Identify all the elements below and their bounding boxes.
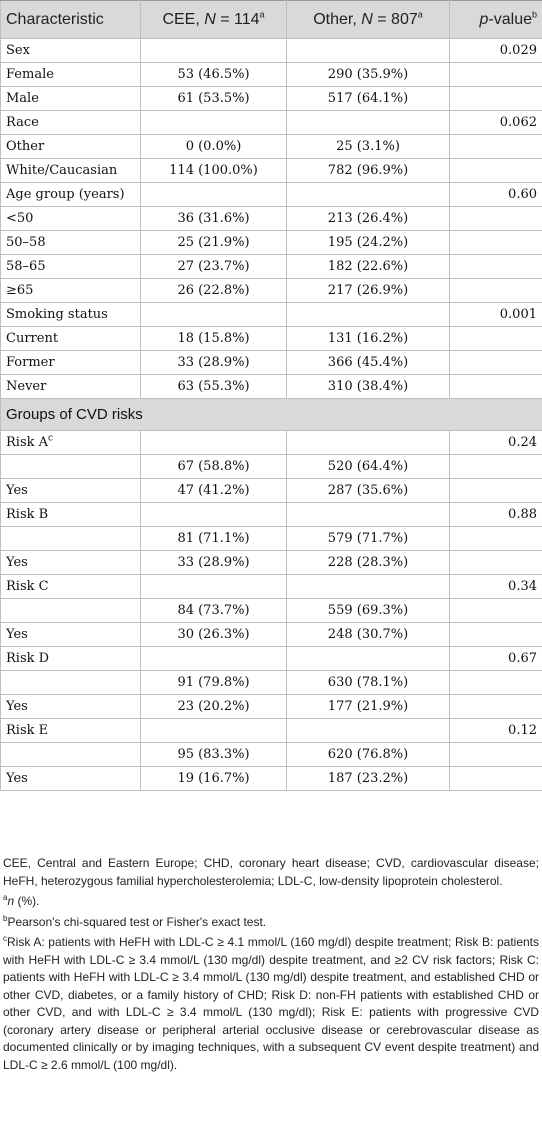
cell-p-value bbox=[450, 375, 542, 399]
row-label bbox=[1, 183, 141, 207]
table-row bbox=[1, 575, 542, 599]
footnote-a-text: n (%). bbox=[7, 894, 40, 908]
row-label bbox=[1, 255, 141, 279]
row-label bbox=[1, 695, 141, 719]
section-header-row bbox=[1, 399, 542, 431]
row-label-text: Former bbox=[6, 355, 55, 370]
cell-p-value bbox=[450, 135, 542, 159]
table-row bbox=[1, 39, 542, 63]
cell-cee: 53 (46.5%) bbox=[141, 63, 287, 87]
cell-p-value bbox=[450, 159, 542, 183]
row-label-text: Age group (years) bbox=[6, 187, 125, 202]
table-row bbox=[1, 551, 542, 575]
cell-p-value: 0.062 bbox=[450, 111, 542, 135]
table-row bbox=[1, 63, 542, 87]
row-label bbox=[1, 527, 141, 551]
row-label-text: Female bbox=[6, 67, 54, 82]
cell-cee: 18 (15.8%) bbox=[141, 327, 287, 351]
cell-other: 217 (26.9%) bbox=[287, 279, 450, 303]
table-row bbox=[1, 375, 542, 399]
row-label bbox=[1, 63, 141, 87]
table-row bbox=[1, 87, 542, 111]
table-row bbox=[1, 743, 542, 767]
cell-other: 187 (23.2%) bbox=[287, 767, 450, 791]
cell-cee bbox=[141, 111, 287, 135]
cell-other bbox=[287, 647, 450, 671]
row-label-text: Sex bbox=[6, 43, 30, 58]
cell-cee: 114 (100.0%) bbox=[141, 159, 287, 183]
cell-other: 520 (64.4%) bbox=[287, 455, 450, 479]
row-label-text: <50 bbox=[6, 211, 34, 226]
table-row bbox=[1, 111, 542, 135]
cell-other: 287 (35.6%) bbox=[287, 479, 450, 503]
cell-cee bbox=[141, 39, 287, 63]
table-row bbox=[1, 207, 542, 231]
cell-other bbox=[287, 111, 450, 135]
section-title: Groups of CVD risks bbox=[1, 399, 542, 431]
cell-p-value: 0.029 bbox=[450, 39, 542, 63]
row-label bbox=[1, 351, 141, 375]
cell-p-value bbox=[450, 695, 542, 719]
cell-p-value bbox=[450, 743, 542, 767]
cell-other bbox=[287, 575, 450, 599]
row-label bbox=[1, 719, 141, 743]
cell-other: 228 (28.3%) bbox=[287, 551, 450, 575]
row-label-text: White/Caucasian bbox=[6, 163, 118, 178]
cell-p-value: 0.12 bbox=[450, 719, 542, 743]
row-label bbox=[1, 111, 141, 135]
row-label bbox=[1, 135, 141, 159]
cell-other: 630 (78.1%) bbox=[287, 671, 450, 695]
cell-cee: 25 (21.9%) bbox=[141, 231, 287, 255]
row-label bbox=[1, 455, 141, 479]
row-label-text: Current bbox=[6, 331, 59, 346]
table-row bbox=[1, 327, 542, 351]
row-label-text: Yes bbox=[6, 483, 28, 498]
cell-other: 131 (16.2%) bbox=[287, 327, 450, 351]
table-row bbox=[1, 183, 542, 207]
cell-cee: 33 (28.9%) bbox=[141, 551, 287, 575]
cell-other: 517 (64.1%) bbox=[287, 87, 450, 111]
row-label bbox=[1, 159, 141, 183]
cell-cee: 67 (58.8%) bbox=[141, 455, 287, 479]
cell-p-value bbox=[450, 207, 542, 231]
cell-p-value: 0.60 bbox=[450, 183, 542, 207]
header-cee-sup: a bbox=[259, 9, 265, 20]
cell-cee: 0 (0.0%) bbox=[141, 135, 287, 159]
table-row bbox=[1, 599, 542, 623]
cell-p-value bbox=[450, 279, 542, 303]
cell-cee: 95 (83.3%) bbox=[141, 743, 287, 767]
row-label bbox=[1, 279, 141, 303]
cell-other: 177 (21.9%) bbox=[287, 695, 450, 719]
cell-other bbox=[287, 503, 450, 527]
row-label bbox=[1, 479, 141, 503]
table-row bbox=[1, 719, 542, 743]
row-label bbox=[1, 623, 141, 647]
cell-other bbox=[287, 431, 450, 455]
cell-cee bbox=[141, 719, 287, 743]
cell-p-value bbox=[450, 551, 542, 575]
footnote-b-mark: b bbox=[3, 913, 8, 923]
cell-other: 782 (96.9%) bbox=[287, 159, 450, 183]
italic-symbol: N bbox=[361, 10, 373, 28]
italic-symbol: N bbox=[204, 10, 216, 28]
cell-cee: 47 (41.2%) bbox=[141, 479, 287, 503]
cell-cee: 84 (73.7%) bbox=[141, 599, 287, 623]
footnote-abbreviations: CEE, Central and Eastern Europe; CHD, coronary heart disease; CVD, cardiovascular disease; HeFH, heterozygous familial hypercholesterolemia; LDL-C, low-density lipoprotein cholesterol. bbox=[3, 856, 539, 888]
row-label-text: Other bbox=[6, 139, 45, 154]
cell-cee: 36 (31.6%) bbox=[141, 207, 287, 231]
row-label-text: Yes bbox=[6, 771, 28, 786]
header-other bbox=[287, 1, 450, 39]
table-row bbox=[1, 255, 542, 279]
row-label-text: Smoking status bbox=[6, 307, 108, 322]
row-label bbox=[1, 39, 141, 63]
cell-cee: 19 (16.7%) bbox=[141, 767, 287, 791]
header-p-text: p-value bbox=[479, 10, 532, 28]
cell-other: 579 (71.7%) bbox=[287, 527, 450, 551]
row-label-text: Risk D bbox=[6, 651, 50, 666]
row-label-text: 58–65 bbox=[6, 259, 46, 274]
cell-p-value: 0.001 bbox=[450, 303, 542, 327]
cell-other: 25 (3.1%) bbox=[287, 135, 450, 159]
footnote-c-mark: c bbox=[3, 934, 7, 943]
row-label bbox=[1, 647, 141, 671]
footnote-c bbox=[3, 934, 539, 1074]
cell-other: 248 (30.7%) bbox=[287, 623, 450, 647]
row-label-sup: c bbox=[48, 433, 54, 444]
cell-other: 195 (24.2%) bbox=[287, 231, 450, 255]
row-label-text: Yes bbox=[6, 555, 28, 570]
table-row bbox=[1, 767, 542, 791]
cell-p-value bbox=[450, 255, 542, 279]
row-label bbox=[1, 303, 141, 327]
cell-cee bbox=[141, 575, 287, 599]
row-label-text: Risk A bbox=[6, 435, 49, 450]
header-other-text: Other, N = 807 bbox=[313, 10, 418, 28]
table-footnotes bbox=[3, 855, 539, 1077]
cell-cee: 91 (79.8%) bbox=[141, 671, 287, 695]
footnote-c-text: Risk A: patients with HeFH with LDL-C ≥ 4.1 mmol/L (160 mg/dl) despite treatment; Risk B: patients with HeFH with LDL-C ≥ 3.4 mmol/L (130 mg/dl) despite treatment, and ≥2 CV risk factors; Risk C: patients with HeFH with LDL-C ≥ 3.4 mmol/L (130 mg/dl) despite treatment, and established CHD or other CVD, diabetes, or a family history of CHD; Risk D: non-FH patients with established CHD or other CVD, and with LDL-C ≥ 3.4 mmol/L (130 mg/dl); Risk E: patients with progressive CVD (coronary artery disease or peripheral arterial occlusive disease or cerebrovascular disease as documented clinically or by imaging techniques, with a subsequent CV event despite treatment) and LDL-C ≥ 2.6 mmol/L (100 mg/dl). bbox=[3, 935, 539, 1072]
table-row bbox=[1, 503, 542, 527]
cell-p-value bbox=[450, 327, 542, 351]
table-row bbox=[1, 695, 542, 719]
table-body bbox=[1, 39, 542, 791]
row-label-text: Male bbox=[6, 91, 39, 106]
row-label bbox=[1, 431, 141, 455]
row-label bbox=[1, 599, 141, 623]
cell-p-value: 0.34 bbox=[450, 575, 542, 599]
table-row bbox=[1, 647, 542, 671]
cell-p-value bbox=[450, 351, 542, 375]
header-other-sup: a bbox=[417, 9, 423, 20]
cell-p-value bbox=[450, 479, 542, 503]
cell-p-value: 0.88 bbox=[450, 503, 542, 527]
table-row bbox=[1, 671, 542, 695]
row-label-text: Risk C bbox=[6, 579, 49, 594]
header-p-sup: b bbox=[531, 9, 537, 20]
cell-cee bbox=[141, 431, 287, 455]
cell-p-value bbox=[450, 63, 542, 87]
cell-cee bbox=[141, 183, 287, 207]
cell-cee: 27 (23.7%) bbox=[141, 255, 287, 279]
cell-other: 310 (38.4%) bbox=[287, 375, 450, 399]
footnote-a-mark: a bbox=[3, 893, 8, 902]
footnote-b bbox=[3, 914, 539, 932]
row-label bbox=[1, 671, 141, 695]
cell-other: 290 (35.9%) bbox=[287, 63, 450, 87]
cell-p-value: 0.24 bbox=[450, 431, 542, 455]
table-row bbox=[1, 351, 542, 375]
cell-p-value bbox=[450, 455, 542, 479]
cell-other bbox=[287, 719, 450, 743]
row-label bbox=[1, 207, 141, 231]
table-row bbox=[1, 431, 542, 455]
cell-p-value bbox=[450, 623, 542, 647]
row-label bbox=[1, 767, 141, 791]
cell-cee: 61 (53.5%) bbox=[141, 87, 287, 111]
table-header-row bbox=[1, 1, 542, 39]
row-label bbox=[1, 575, 141, 599]
cell-cee bbox=[141, 303, 287, 327]
row-label bbox=[1, 551, 141, 575]
header-p-value bbox=[450, 1, 542, 39]
row-label bbox=[1, 503, 141, 527]
cell-cee bbox=[141, 647, 287, 671]
cell-p-value bbox=[450, 767, 542, 791]
cell-cee bbox=[141, 503, 287, 527]
row-label-text: Risk B bbox=[6, 507, 49, 522]
header-cee bbox=[141, 1, 287, 39]
table-row bbox=[1, 455, 542, 479]
cell-other: 620 (76.8%) bbox=[287, 743, 450, 767]
cell-cee: 30 (26.3%) bbox=[141, 623, 287, 647]
italic-symbol: n bbox=[7, 894, 15, 908]
italic-symbol: p bbox=[479, 10, 489, 28]
cell-cee: 26 (22.8%) bbox=[141, 279, 287, 303]
cell-p-value: 0.67 bbox=[450, 647, 542, 671]
row-label bbox=[1, 327, 141, 351]
table-row bbox=[1, 159, 542, 183]
cell-other bbox=[287, 183, 450, 207]
row-label-text: Yes bbox=[6, 627, 28, 642]
row-label bbox=[1, 375, 141, 399]
table-row bbox=[1, 623, 542, 647]
footnote-b-text: Pearson's chi-squared test or Fisher's exact test. bbox=[7, 914, 267, 929]
cell-other: 559 (69.3%) bbox=[287, 599, 450, 623]
header-characteristic: Characteristic bbox=[1, 1, 141, 39]
table-row bbox=[1, 479, 542, 503]
row-label-text: ≥65 bbox=[6, 283, 34, 298]
row-label-text: Race bbox=[6, 115, 39, 130]
cell-other: 213 (26.4%) bbox=[287, 207, 450, 231]
cell-cee: 63 (55.3%) bbox=[141, 375, 287, 399]
table-row bbox=[1, 135, 542, 159]
table-row bbox=[1, 279, 542, 303]
cell-other bbox=[287, 39, 450, 63]
row-label bbox=[1, 87, 141, 111]
cell-cee: 33 (28.9%) bbox=[141, 351, 287, 375]
cell-p-value bbox=[450, 527, 542, 551]
cell-other bbox=[287, 303, 450, 327]
cell-p-value bbox=[450, 599, 542, 623]
header-cee-text: CEE, N = 114 bbox=[162, 10, 260, 28]
cell-cee: 23 (20.2%) bbox=[141, 695, 287, 719]
cell-p-value bbox=[450, 87, 542, 111]
cell-p-value bbox=[450, 231, 542, 255]
cell-cee: 81 (71.1%) bbox=[141, 527, 287, 551]
cell-p-value bbox=[450, 671, 542, 695]
table-row bbox=[1, 303, 542, 327]
row-label-text: Never bbox=[6, 379, 47, 394]
row-label-text: Risk E bbox=[6, 723, 49, 738]
table-row bbox=[1, 231, 542, 255]
row-label-text: Yes bbox=[6, 699, 28, 714]
cell-other: 182 (22.6%) bbox=[287, 255, 450, 279]
cell-other: 366 (45.4%) bbox=[287, 351, 450, 375]
table-row bbox=[1, 527, 542, 551]
row-label-text: 50–58 bbox=[6, 235, 46, 250]
row-label bbox=[1, 231, 141, 255]
row-label bbox=[1, 743, 141, 767]
footnote-a bbox=[3, 893, 539, 911]
